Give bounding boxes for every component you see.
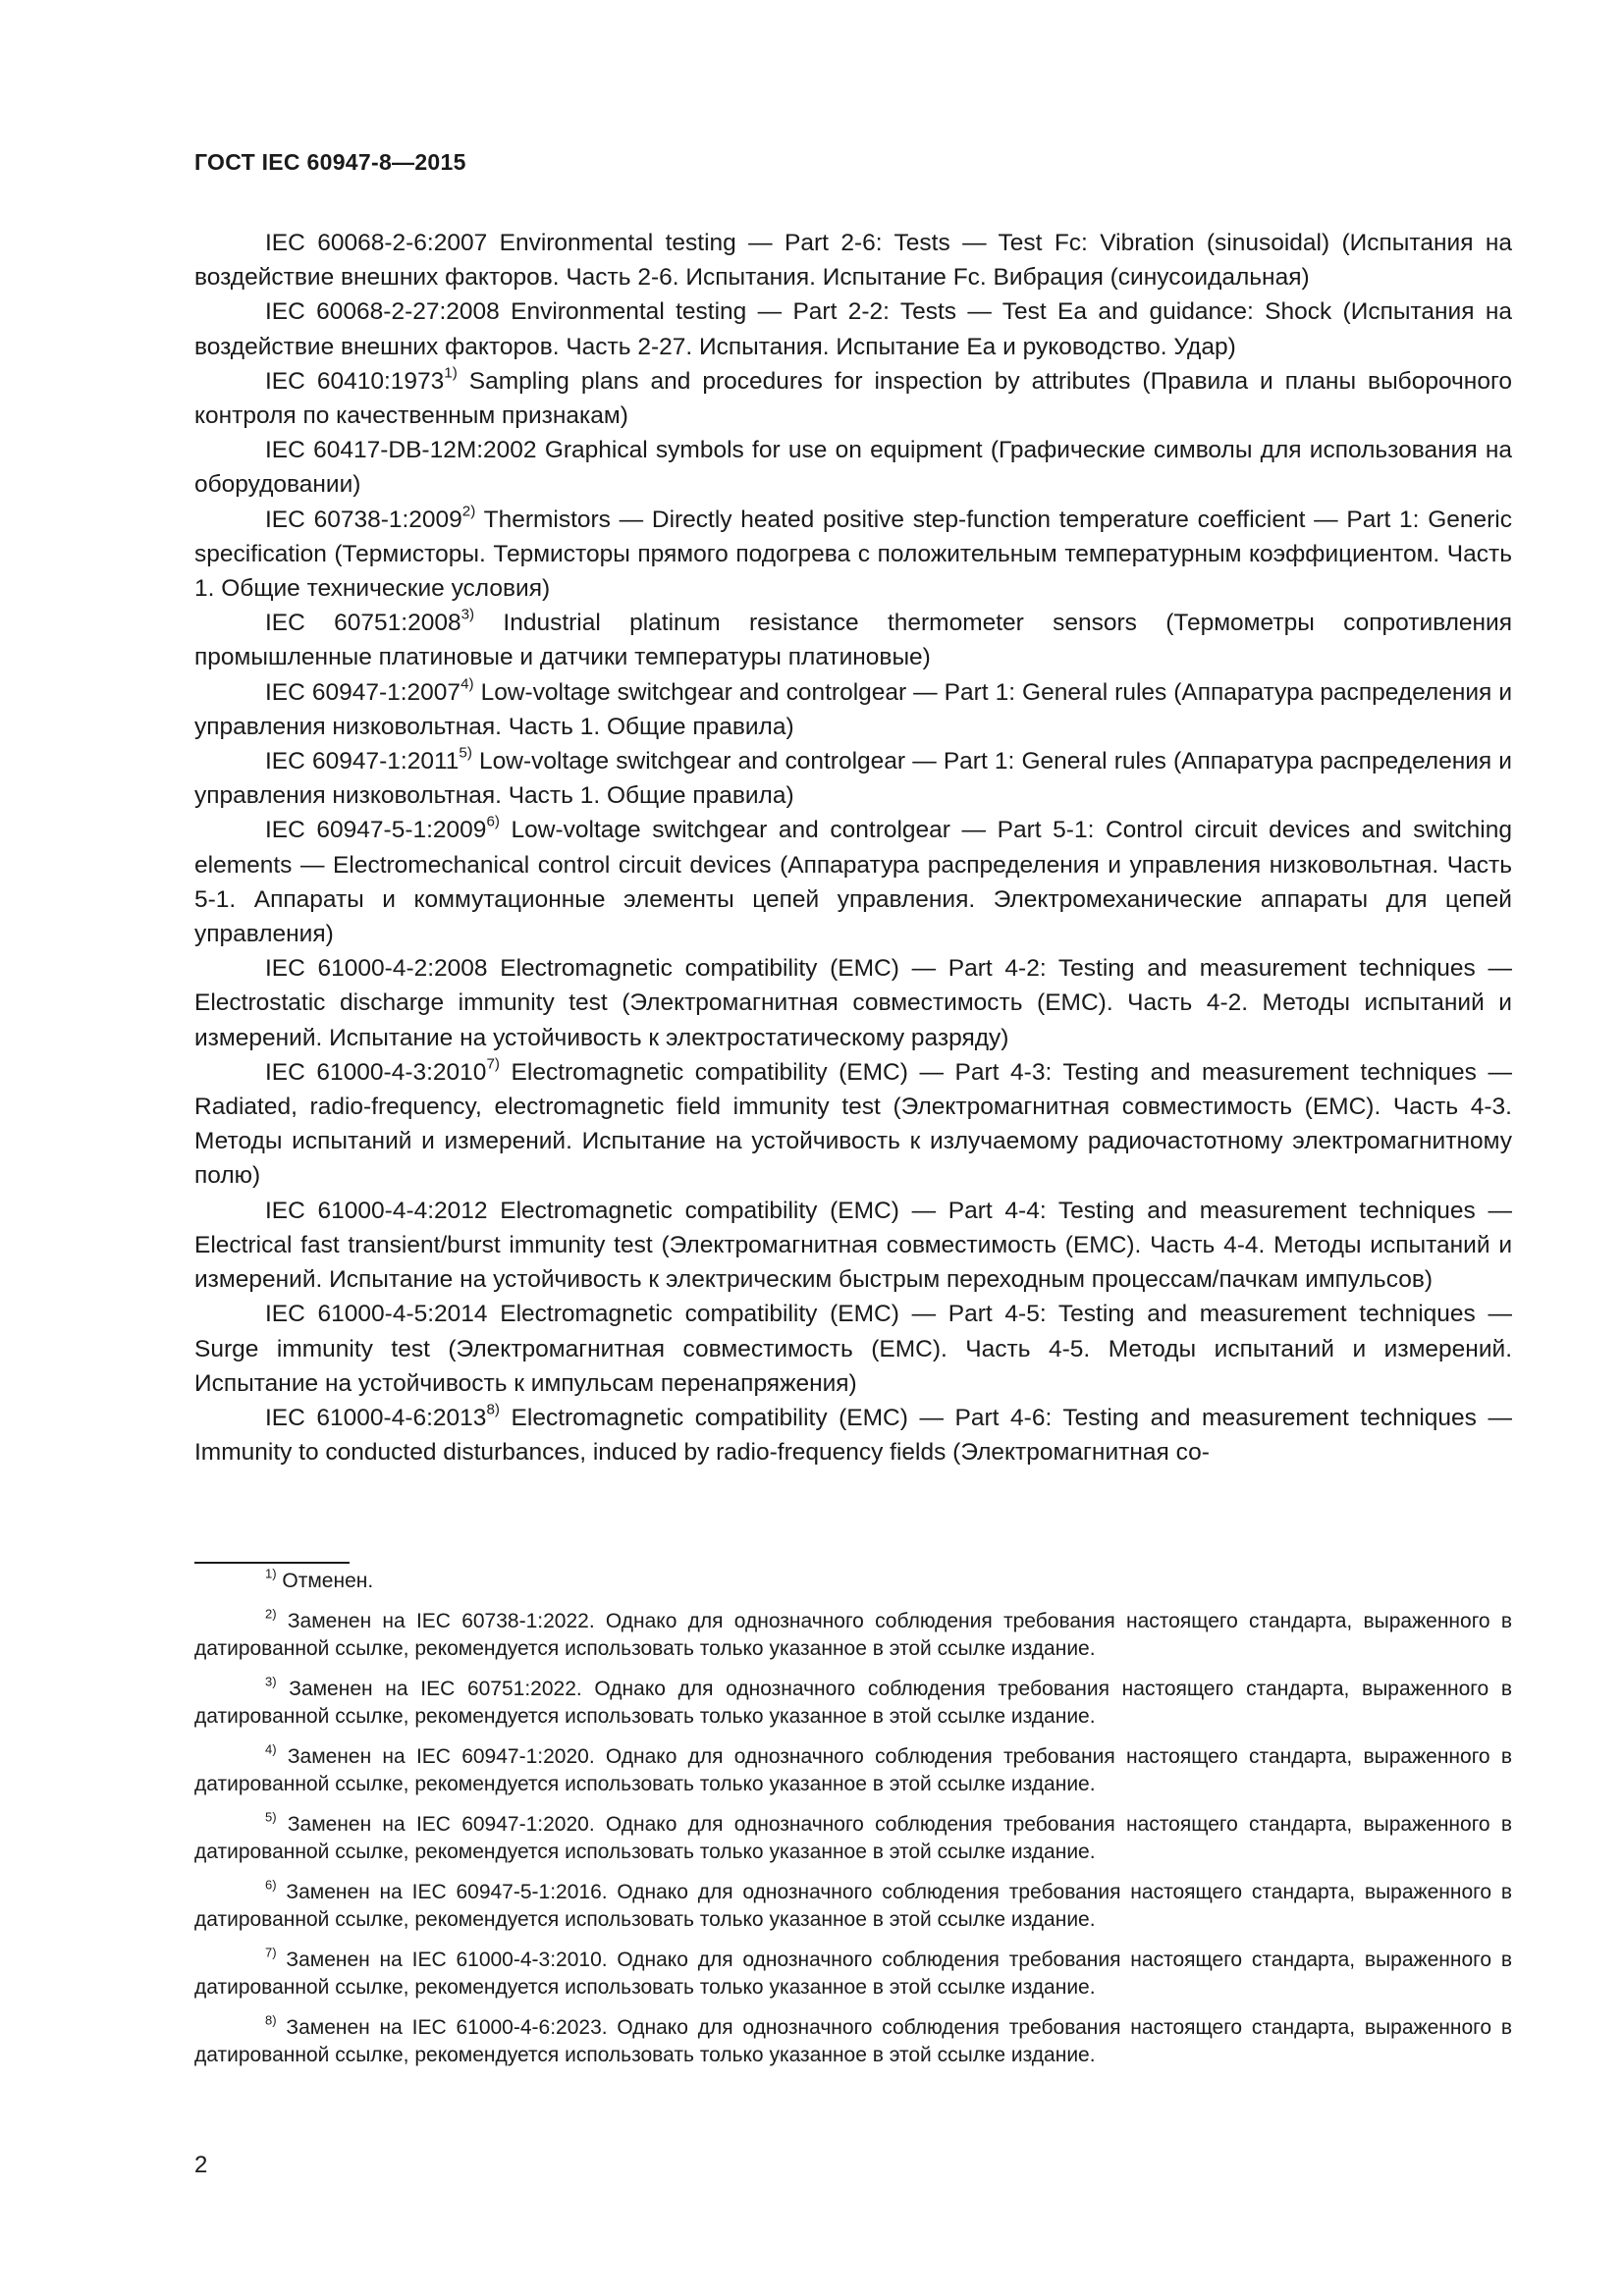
reference-code: IEC 60751:2008: [265, 610, 461, 637]
footnote-mark: 8): [265, 2012, 277, 2028]
reference-entry: [194, 1194, 1512, 1298]
reference-title: Environmental testing — Part 2-2: Tests — Test Ea and guidance: Shock (Испытания на воздействие внешних факторов. Часть 2-27. Испытания. Испытание Еа и руководство. Удар): [194, 298, 1512, 360]
footnote-text: Заменен на IEC 60738-1:2022. Однако для однозначного соблюдения требования настоящего стандарта, выраженного в датированной ссылке, рекомендуется использовать только указанное в этой ссылке издание.: [194, 1610, 1512, 1660]
footnote-text: Отменен.: [276, 1570, 374, 1592]
reference-title: Low-voltage switchgear and controlgear — Part 5-1: Control circuit devices and switching elements — Electromechanical control circuit devices (Аппаратура распределения и управления низковольтная. Часть 5-1. Аппараты и коммутационные элементы цепей управления. Электромеханические аппараты для цепей управления): [194, 817, 1512, 948]
reference-code: IEC 60068-2-6:2007: [265, 230, 488, 256]
footnotes: [194, 1568, 1512, 2082]
footnote: [194, 1743, 1512, 1798]
footnote-text: Заменен на IEC 60947-1:2020. Однако для однозначного соблюдения требования настоящего стандарта, выраженного в датированной ссылке, рекомендуется использовать только указанное в этой ссылке издание.: [194, 1813, 1512, 1863]
reference-title: Low-voltage switchgear and controlgear — Part 1: General rules (Аппаратура распределения и управления низковольтная. Часть 1. Общие правила): [194, 748, 1512, 810]
reference-code: IEC 61000-4-6:2013: [265, 1404, 487, 1431]
footnote: [194, 1608, 1512, 1663]
footnote-mark: 5): [265, 1809, 277, 1825]
reference-title: Industrial platinum resistance thermometer sensors (Термометры сопротивления промышленные платиновые и датчики температуры платиновые): [194, 610, 1512, 671]
footnote-marker: 6): [486, 814, 500, 831]
reference-list: [194, 226, 1512, 1469]
footnote-text: Заменен на IEC 61000-4-3:2010. Однако для однозначного соблюдения требования настоящего стандарта, выраженного в датированной ссылке, рекомендуется использовать только указанное в этой ссылке издание.: [194, 1949, 1512, 1999]
footnote: [194, 2014, 1512, 2069]
reference-title: Sampling plans and procedures for inspection by attributes (Правила и планы выборочного контроля по качественным признакам): [194, 367, 1512, 430]
footnote-marker: 3): [460, 606, 475, 623]
footnote-mark: 2): [265, 1606, 277, 1622]
reference-entry: [194, 813, 1512, 951]
footnote: [194, 1811, 1512, 1866]
footnote-mark: 7): [265, 1945, 277, 1960]
footnote-mark: 1): [265, 1566, 277, 1581]
footnote-marker: 8): [486, 1401, 500, 1418]
reference-entry: [194, 1401, 1512, 1469]
reference-entry: [194, 294, 1512, 363]
reference-title: Low-voltage switchgear and controlgear — Part 1: General rules (Аппаратура распределения и управления низковольтная. Часть 1. Общие правила): [194, 678, 1513, 740]
reference-entry: [194, 606, 1512, 674]
footnote: [194, 1568, 1512, 1595]
footnote-text: Заменен на IEC 60751:2022. Однако для однозначного соблюдения требования настоящего стандарта, выраженного в датированной ссылке, рекомендуется использовать только указанное в этой ссылке издание.: [194, 1678, 1512, 1728]
footnote-marker: 5): [459, 744, 472, 762]
footnote-separator: [194, 1562, 350, 1564]
reference-title: Electromagnetic compatibility (EMC) — Part 4-4: Testing and measurement techniques — Electrical fast transient/burst immunity test (Электромагнитная совместимость (ЕМС). Часть 4-4. Методы испытаний и измерений. Испытание на устойчивость к электрическим быстрым переходным процессам/пачкам импульсов): [194, 1197, 1513, 1294]
footnote-marker: 4): [460, 675, 474, 693]
reference-title: Environmental testing — Part 2-6: Tests — Test Fc: Vibration (sinusoidal) (Испытания на воздействие внешних факторов. Часть 2-6. Испытания. Испытание Fc. Вибрация (синусоидальная): [194, 230, 1512, 292]
reference-entry: [194, 1055, 1512, 1194]
reference-title: Graphical symbols for use on equipment (Графические символы для использования на оборудовании): [194, 437, 1512, 499]
reference-entry: [194, 226, 1512, 294]
reference-code: IEC 60947-1:2011: [265, 748, 460, 775]
reference-title: Electromagnetic compatibility (EMC) — Part 4-6: Testing and measurement techniques — Immunity to conducted disturbances, induced by radio-frequency fields (Электромагнитная со-: [194, 1404, 1513, 1467]
reference-code: IEC 60068-2-27:2008: [265, 298, 500, 326]
reference-entry: [194, 364, 1512, 433]
page-header: ГОСТ IEC 60947-8—2015: [194, 149, 466, 175]
footnote-mark: 6): [265, 1877, 277, 1893]
footnote: [194, 1947, 1512, 2002]
reference-code: IEC 60947-1:2007: [265, 678, 461, 706]
reference-entry: [194, 503, 1512, 607]
reference-entry: [194, 951, 1512, 1055]
footnote: [194, 1676, 1512, 1731]
reference-title: Electromagnetic compatibility (EMC) — Part 4-5: Testing and measurement techniques — Surge immunity test (Электромагнитная совместимость (ЕМС). Часть 4-5. Методы испытаний и измерений. Испытание на устойчивость к импульсам перенапряжения): [194, 1301, 1513, 1397]
footnote-text: Заменен на IEC 60947-5-1:2016. Однако для однозначного соблюдения требования настоящего стандарта, выраженного в датированной ссылке, рекомендуется использовать только указанное в этой ссылке издание.: [194, 1881, 1512, 1931]
reference-code: IEC 60410:1973: [265, 367, 445, 395]
footnote-marker: 7): [486, 1055, 500, 1073]
reference-code: IEC 60947-5-1:2009: [265, 817, 487, 844]
reference-code: IEC 61000-4-3:2010: [265, 1058, 487, 1086]
reference-entry: [194, 433, 1512, 502]
reference-title: Electromagnetic compatibility (EMC) — Part 4-2: Testing and measurement techniques — Electrostatic discharge immunity test (Электромагнитная совместимость (ЕМС). Часть 4-2. Методы испытаний и измерений. Испытание на устойчивость к электростатическому разряду): [194, 955, 1513, 1051]
footnote-marker: 2): [461, 503, 476, 520]
reference-entry: [194, 744, 1512, 813]
reference-code: IEC 60417-DB-12M:2002: [265, 437, 537, 464]
page-number: 2: [194, 2152, 208, 2178]
footnote-text: Заменен на IEC 60947-1:2020. Однако для однозначного соблюдения требования настоящего стандарта, выраженного в датированной ссылке, рекомендуется использовать только указанное в этой ссылке издание.: [194, 1745, 1512, 1795]
footnote: [194, 1879, 1512, 1934]
reference-code: IEC 60738-1:2009: [265, 506, 462, 533]
reference-entry: [194, 675, 1512, 744]
reference-title: Thermistors — Directly heated positive step-function temperature coefficient — Part 1: Generic specification (Термисторы. Термисторы прямого подогрева с положительным температурным коэффициентом. Часть 1. Общие технические условия): [194, 506, 1512, 603]
footnote-marker: 1): [444, 364, 458, 382]
footnote-mark: 4): [265, 1741, 277, 1757]
footnote-mark: 3): [265, 1674, 277, 1689]
reference-title: Electromagnetic compatibility (EMC) — Part 4-3: Testing and measurement techniques — Radiated, radio-frequency, electromagnetic field immunity test (Электромагнитная совместимость (ЕМС). Часть 4-3. Методы испытаний и измерений. Испытание на устойчивость к излучаемому радиочастотному электромагнитному полю): [194, 1058, 1513, 1190]
reference-code: IEC 61000-4-4:2012: [265, 1197, 488, 1224]
reference-code: IEC 61000-4-5:2014: [265, 1301, 488, 1328]
reference-code: IEC 61000-4-2:2008: [265, 955, 488, 983]
reference-entry: [194, 1297, 1512, 1401]
footnote-text: Заменен на IEC 61000-4-6:2023. Однако для однозначного соблюдения требования настоящего стандарта, выраженного в датированной ссылке, рекомендуется использовать только указанное в этой ссылке издание.: [194, 2016, 1512, 2066]
